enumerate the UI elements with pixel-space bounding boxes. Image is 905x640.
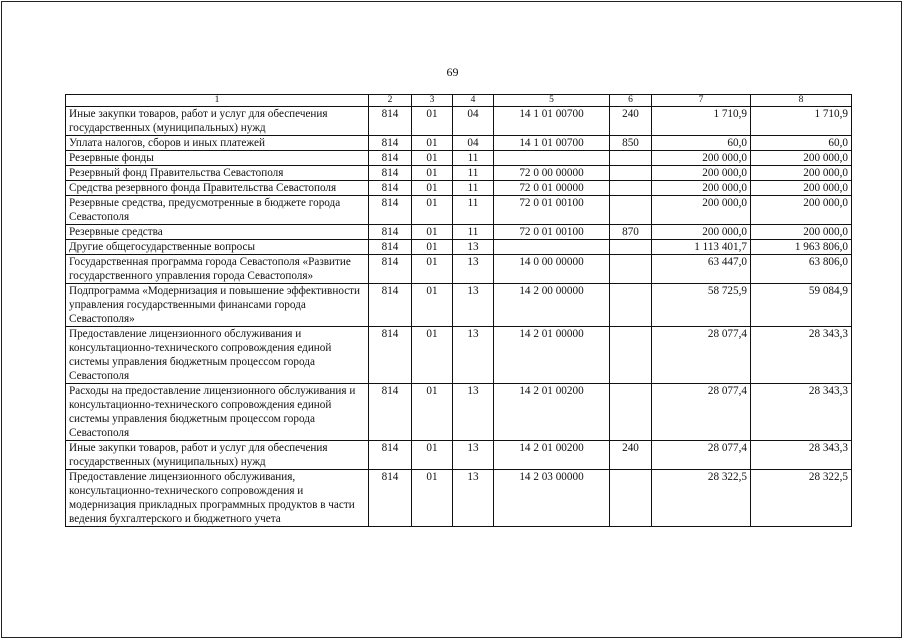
amount-year2-cell: 200 000,0 [751,166,852,181]
subsection-code-cell: 13 [453,284,494,327]
column-header: 1 [66,95,369,107]
table-row [66,441,852,470]
subsection-code-cell: 13 [453,441,494,470]
grbs-code-cell: 814 [369,384,412,441]
expense-type-cell: 850 [610,136,652,151]
grbs-code-cell: 814 [369,441,412,470]
column-header: 4 [453,95,494,107]
expense-type-cell [610,470,652,527]
column-header: 3 [412,95,453,107]
amount-year2-cell: 28 343,3 [751,441,852,470]
grbs-code-cell: 814 [369,151,412,166]
subsection-code-cell: 04 [453,136,494,151]
expense-type-cell: 240 [610,441,652,470]
target-article-cell: 14 2 01 00200 [494,384,610,441]
section-code-cell: 01 [412,166,453,181]
expense-type-cell [610,284,652,327]
amount-year1-cell: 58 725,9 [652,284,751,327]
expense-type-cell [610,240,652,255]
amount-year1-cell: 1 113 401,7 [652,240,751,255]
grbs-code-cell: 814 [369,136,412,151]
amount-year2-cell: 200 000,0 [751,225,852,240]
row-name-cell: Иные закупки товаров, работ и услуг для обеспечения государственных (муниципальных) нужд [66,107,369,136]
target-article-cell: 14 2 00 00000 [494,284,610,327]
subsection-code-cell: 13 [453,327,494,384]
section-code-cell: 01 [412,107,453,136]
target-article-cell: 72 0 01 00100 [494,196,610,225]
column-header: 2 [369,95,412,107]
target-article-cell: 72 0 00 00000 [494,166,610,181]
table-row [66,151,852,166]
amount-year2-cell: 200 000,0 [751,181,852,196]
expense-type-cell [610,327,652,384]
section-code-cell: 01 [412,384,453,441]
target-article-cell [494,240,610,255]
budget-table [65,94,852,527]
grbs-code-cell: 814 [369,196,412,225]
amount-year1-cell: 28 077,4 [652,384,751,441]
grbs-code-cell: 814 [369,181,412,196]
grbs-code-cell: 814 [369,240,412,255]
row-name-cell: Резервные средства [66,225,369,240]
amount-year2-cell: 28 343,3 [751,384,852,441]
amount-year1-cell: 200 000,0 [652,196,751,225]
table-row [66,107,852,136]
target-article-cell: 72 0 01 00100 [494,225,610,240]
amount-year2-cell: 28 343,3 [751,327,852,384]
amount-year2-cell: 63 806,0 [751,255,852,284]
amount-year1-cell: 28 322,5 [652,470,751,527]
grbs-code-cell: 814 [369,166,412,181]
grbs-code-cell: 814 [369,284,412,327]
section-code-cell: 01 [412,284,453,327]
amount-year2-cell: 200 000,0 [751,196,852,225]
table-row [66,225,852,240]
target-article-cell: 14 1 01 00700 [494,136,610,151]
amount-year1-cell: 200 000,0 [652,151,751,166]
table-header-row [66,95,852,107]
row-name-cell: Другие общегосударственные вопросы [66,240,369,255]
subsection-code-cell: 13 [453,255,494,284]
row-name-cell: Иные закупки товаров, работ и услуг для обеспечения государственных (муниципальных) нужд [66,441,369,470]
row-name-cell: Резервный фонд Правительства Севастополя [66,166,369,181]
expense-type-cell [610,151,652,166]
amount-year2-cell: 1 710,9 [751,107,852,136]
amount-year1-cell: 28 077,4 [652,327,751,384]
section-code-cell: 01 [412,196,453,225]
amount-year2-cell: 1 963 806,0 [751,240,852,255]
amount-year2-cell: 59 084,9 [751,284,852,327]
grbs-code-cell: 814 [369,470,412,527]
grbs-code-cell: 814 [369,255,412,284]
section-code-cell: 01 [412,151,453,166]
target-article-cell: 14 1 01 00700 [494,107,610,136]
subsection-code-cell: 11 [453,166,494,181]
section-code-cell: 01 [412,255,453,284]
table-row [66,166,852,181]
expense-type-cell: 870 [610,225,652,240]
row-name-cell: Государственная программа города Севастополя «Развитие государственного управления города Севастополя» [66,255,369,284]
row-name-cell: Расходы на предоставление лицензионного обслуживания и консультационно-технического сопровождения единой системы управления бюджетным процессом города Севастополя [66,384,369,441]
table-row [66,136,852,151]
amount-year1-cell: 200 000,0 [652,225,751,240]
amount-year2-cell: 200 000,0 [751,151,852,166]
subsection-code-cell: 04 [453,107,494,136]
section-code-cell: 01 [412,225,453,240]
subsection-code-cell: 13 [453,384,494,441]
subsection-code-cell: 11 [453,225,494,240]
table-row [66,284,852,327]
table-row [66,255,852,284]
section-code-cell: 01 [412,441,453,470]
subsection-code-cell: 13 [453,470,494,527]
expense-type-cell [610,255,652,284]
amount-year1-cell: 28 077,4 [652,441,751,470]
amount-year2-cell: 60,0 [751,136,852,151]
amount-year2-cell: 28 322,5 [751,470,852,527]
section-code-cell: 01 [412,240,453,255]
subsection-code-cell: 11 [453,181,494,196]
subsection-code-cell: 11 [453,196,494,225]
table-row [66,240,852,255]
target-article-cell: 14 2 01 00000 [494,327,610,384]
grbs-code-cell: 814 [369,327,412,384]
amount-year1-cell: 1 710,9 [652,107,751,136]
table-row [66,327,852,384]
amount-year1-cell: 200 000,0 [652,166,751,181]
amount-year1-cell: 200 000,0 [652,181,751,196]
section-code-cell: 01 [412,136,453,151]
column-header: 5 [494,95,610,107]
target-article-cell [494,151,610,166]
row-name-cell: Средства резервного фонда Правительства Севастополя [66,181,369,196]
column-header: 7 [652,95,751,107]
expense-type-cell [610,166,652,181]
table-row [66,181,852,196]
table-row [66,470,852,527]
grbs-code-cell: 814 [369,107,412,136]
row-name-cell: Резервные средства, предусмотренные в бюджете города Севастополя [66,196,369,225]
column-header: 6 [610,95,652,107]
amount-year1-cell: 63 447,0 [652,255,751,284]
target-article-cell: 14 0 00 00000 [494,255,610,284]
row-name-cell: Предоставление лицензионного обслуживания и консультационно-технического сопровождения единой системы управления бюджетным процессом города Севастополя [66,327,369,384]
target-article-cell: 72 0 01 00000 [494,181,610,196]
grbs-code-cell: 814 [369,225,412,240]
expense-type-cell [610,181,652,196]
row-name-cell: Подпрограмма «Модернизация и повышение эффективности управления государственными финансами города Севастополя» [66,284,369,327]
subsection-code-cell: 11 [453,151,494,166]
expense-type-cell [610,384,652,441]
section-code-cell: 01 [412,327,453,384]
row-name-cell: Уплата налогов, сборов и иных платежей [66,136,369,151]
amount-year1-cell: 60,0 [652,136,751,151]
row-name-cell: Предоставление лицензионного обслуживания, консультационно-технического сопровождения и модернизация прикладных программных продуктов в части ведения бухгалтерского и бюджетного учета [66,470,369,527]
subsection-code-cell: 13 [453,240,494,255]
expense-type-cell: 240 [610,107,652,136]
page-number: 69 [446,65,459,79]
section-code-cell: 01 [412,181,453,196]
section-code-cell: 01 [412,470,453,527]
target-article-cell: 14 2 03 00000 [494,470,610,527]
expense-type-cell [610,196,652,225]
row-name-cell: Резервные фонды [66,151,369,166]
column-header: 8 [751,95,852,107]
target-article-cell: 14 2 01 00200 [494,441,610,470]
table-row [66,384,852,441]
table-row [66,196,852,225]
